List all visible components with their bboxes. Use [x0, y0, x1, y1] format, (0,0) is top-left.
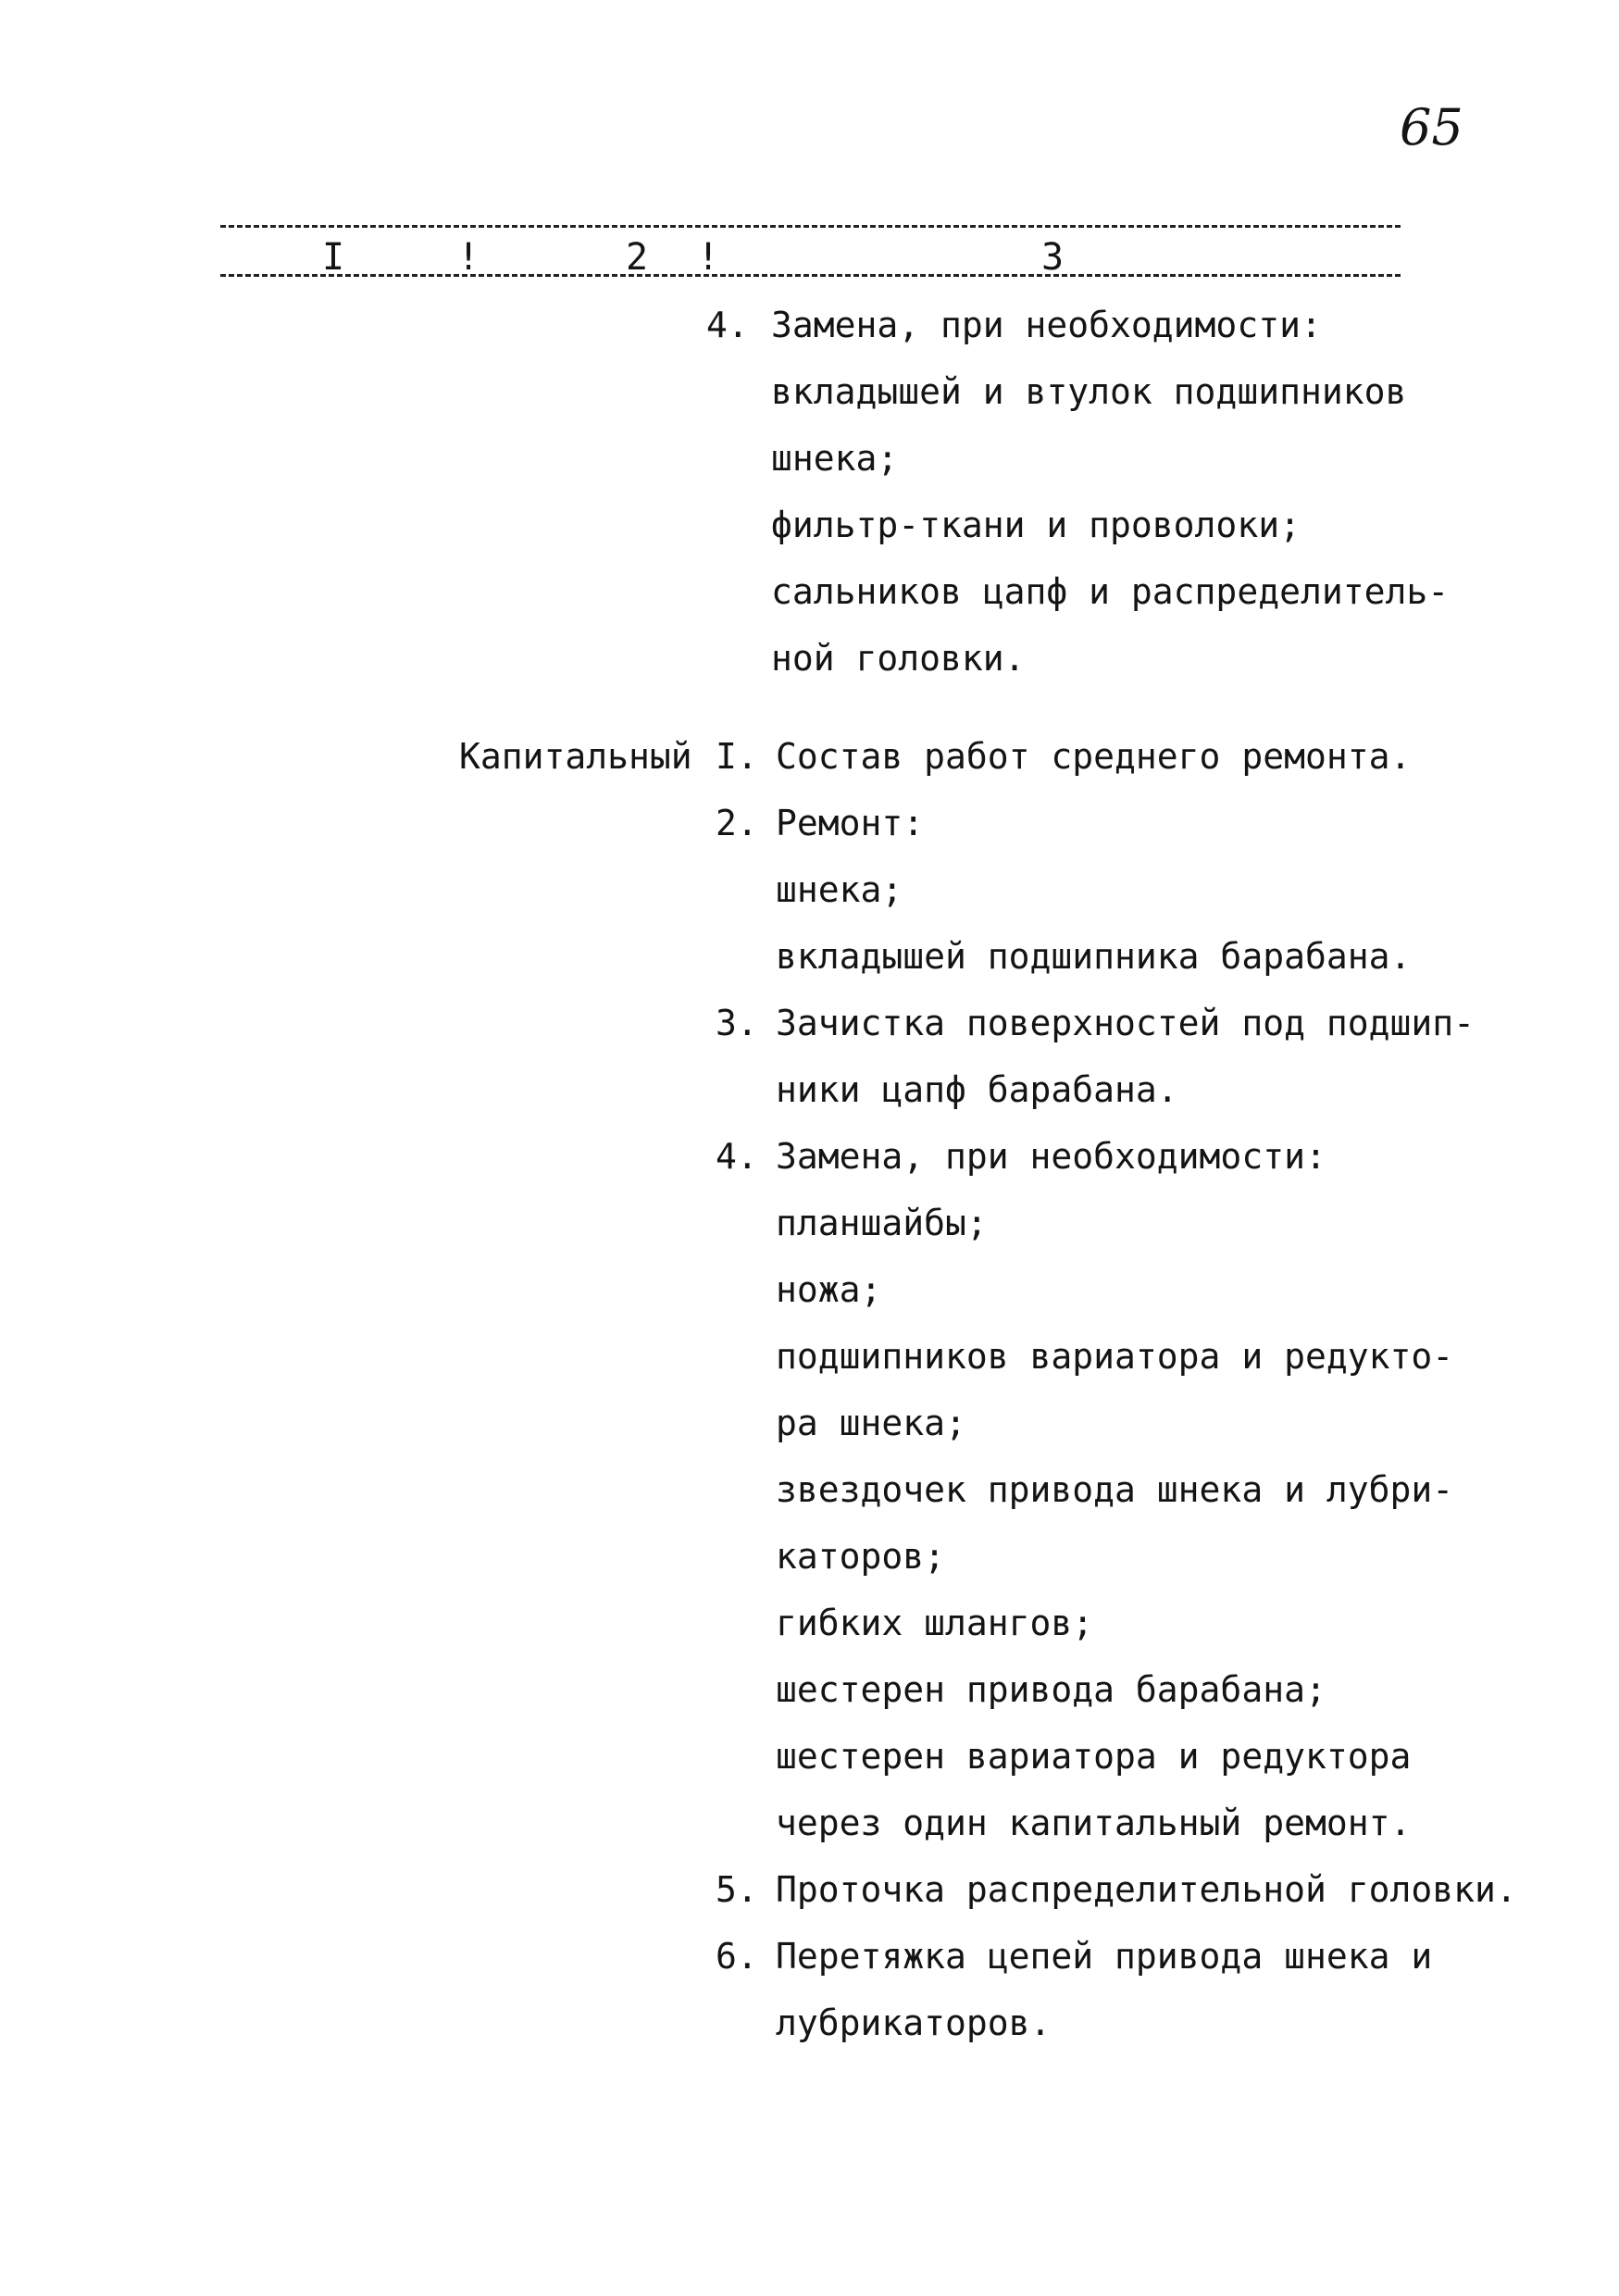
list-line: ной головки.: [771, 638, 1026, 679]
list-line: ра шнека;: [776, 1403, 966, 1443]
header-col1: I: [322, 236, 345, 279]
list-line: ножа;: [776, 1269, 882, 1310]
header-top-rule: [220, 225, 1401, 228]
list-line: фильтр-ткани и проволоки;: [771, 505, 1301, 545]
list-line: вкладышей подшипника барабана.: [776, 936, 1412, 977]
list-line: сальников цапф и распределитель-: [771, 571, 1450, 612]
list-line: лубрикаторов.: [776, 2003, 1052, 2043]
list-line: каторов;: [776, 1536, 946, 1577]
repair-type-label: Капитальный: [459, 736, 692, 777]
list-line: через один капитальный ремонт.: [776, 1803, 1412, 1843]
list-line: Перетяжка цепей привода шнека и: [776, 1936, 1433, 1977]
item-number: 6.: [716, 1936, 758, 1977]
list-line: Зачистка поверхностей под подшип-: [776, 1003, 1475, 1043]
list-line: Состав работ среднего ремонта.: [776, 736, 1412, 777]
list-line: Ремонт:: [776, 803, 925, 843]
list-line: Проточка распределительной головки.: [776, 1869, 1517, 1910]
list-line: Замена, при необходимости:: [771, 305, 1322, 345]
list-line: звездочек привода шнека и лубри-: [776, 1469, 1454, 1510]
page-number: 65: [1400, 98, 1463, 156]
header-col3: 3: [1041, 236, 1065, 279]
item-number: 2.: [716, 803, 758, 843]
list-line: гибких шлангов;: [776, 1603, 1094, 1643]
item-number: 3.: [716, 1003, 758, 1043]
list-line: подшипников вариатора и редукто-: [776, 1336, 1454, 1377]
list-line: Замена, при необходимости:: [776, 1136, 1326, 1177]
list-line: шестерен вариатора и редуктора: [776, 1736, 1412, 1777]
list-line: шнека;: [776, 869, 903, 910]
list-line: шестерен привода барабана;: [776, 1669, 1326, 1710]
header-separator-2: !: [697, 236, 720, 279]
item-number: I.: [716, 736, 758, 777]
list-line: вкладышей и втулок подшипников: [771, 371, 1407, 412]
item-number: 4.: [716, 1136, 758, 1177]
list-line: планшайбы;: [776, 1203, 988, 1243]
list-line: ники цапф барабана.: [776, 1069, 1178, 1110]
item-number: 5.: [716, 1869, 758, 1910]
header-separator-1: !: [457, 236, 480, 279]
item-number: 4.: [706, 305, 749, 345]
list-line: шнека;: [771, 438, 899, 479]
header-col2: 2: [626, 236, 649, 279]
header-bottom-rule: [220, 274, 1401, 277]
